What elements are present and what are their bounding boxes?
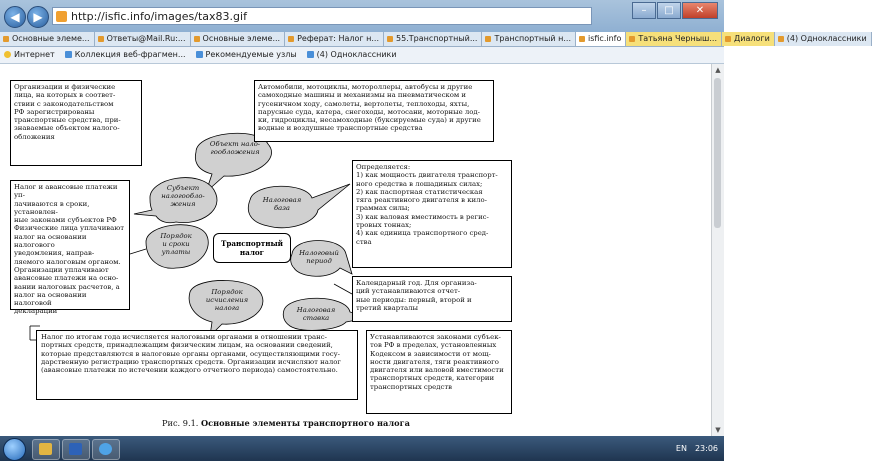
scroll-up-icon[interactable]: ▲ <box>715 66 721 74</box>
page-favicon-icon <box>56 11 67 22</box>
bubble-rate-label: Налоговая ставка <box>296 306 336 322</box>
taskbar-explorer-icon[interactable] <box>32 439 60 460</box>
vertical-scrollbar[interactable] <box>711 64 724 436</box>
scrollbar-thumb[interactable] <box>714 78 721 228</box>
windows-taskbar <box>0 436 724 461</box>
scroll-down-icon[interactable]: ▼ <box>715 426 721 434</box>
favorites-item[interactable]: (4) Одноклассники <box>303 47 403 63</box>
browser-tab[interactable]: Транспортный н... <box>482 32 576 46</box>
calc-description-box: Налог по итогам года исчисляется налоговыми органами в отношении транс- портных средств, принадлежащим физическим лицам, на основании сведений, которые представляются в налоговые органы органами, осуществляющими госу- дарственную регистрацию транспортных средств. Организации исчисляют налог (авансовые платежи по истечении каждого отчетного периода) самостоятельно. <box>36 330 358 400</box>
favorites-item[interactable]: Рекомендуемые узлы <box>192 47 303 63</box>
system-tray <box>676 436 718 461</box>
favorites-item[interactable]: Интернет <box>0 47 61 63</box>
maximize-icon[interactable]: □ <box>657 2 681 19</box>
favorites-bar <box>0 47 724 64</box>
browser-tab[interactable]: Основные элеме... <box>0 32 95 46</box>
forward-arrow-icon[interactable]: ▶ <box>27 6 49 28</box>
browser-tab[interactable]: Ответы@Mail.Ru:... <box>95 32 191 46</box>
caption-title: Основные элементы транспортного налога <box>200 418 410 428</box>
browser-tab[interactable]: (4) Одноклассники <box>775 32 872 46</box>
favorites-item[interactable]: Коллекция веб-фрагмен... <box>61 47 192 63</box>
bubble-base-label: Налоговая база <box>262 196 302 212</box>
period-description-box: Календарный год. Для организа- ций устанавливаются отчет- ные периоды: первый, второй и третий кварталы <box>352 276 512 322</box>
object-description-box: Автомобили, мотоциклы, мотороллеры, автобусы и другие самоходные машины и механизмы на пневматическом и гусеничном ходу, самолеты, вертолеты, теплоходы, яхты, парусные суда, катера, снегоходы, мотосани, моторные лод- ки, гидроциклы, несамоходные (буксируемые суда) и другие водные и воздушные транспортные средства <box>254 80 494 142</box>
browser-tab[interactable]: 55.Транспортный... <box>384 32 482 46</box>
back-arrow-icon[interactable]: ◀ <box>4 6 26 28</box>
window-controls <box>631 2 718 18</box>
clock[interactable]: 23:06 <box>694 444 718 453</box>
language-indicator[interactable]: EN <box>675 444 687 453</box>
bubble-period-label: Налоговый период <box>299 249 339 265</box>
diagram-center-node: Транспортный налог <box>213 233 291 263</box>
browser-tab[interactable]: Татьяна Черныш... <box>626 32 722 46</box>
subject-description-box: Организации и физические лица, на которых в соответ- ствии с законодательством РФ зарегистрированы транспортные средства, при- знаваемые объектом налого- обложения <box>10 80 142 166</box>
browser-title-bar <box>0 0 724 32</box>
browser-tab[interactable]: Реферат: Налог н... <box>285 32 384 46</box>
bubble-subject-label: Субъект налогообло- жения <box>161 184 205 208</box>
tab-strip <box>0 32 867 47</box>
order-description-box: Налог и авансовые платежи уп- лачиваются в сроки, установлен- ные законами субъектов РФ Физические лица уплачивают налог на основании налогового уведомления, направ- ляемого налоговым органом. Организации уплачивают авансовые платежи на осно- вании налоговых расчетов, а налог на основании налоговой декларации <box>10 180 130 310</box>
minimize-icon[interactable]: – <box>632 2 656 19</box>
address-text: http://isfic.info/images/tax83.gif <box>71 10 247 23</box>
start-button-icon[interactable] <box>3 438 26 461</box>
close-icon[interactable]: ✕ <box>682 2 718 19</box>
rate-description-box: Устанавливаются законами субъек- тов РФ в пределах, установленных Кодексом в зависимости от мощ- ности двигателя, тяги реактивного двигателя или валовой вместимости транспортных средств, категории транспортных средств <box>366 330 512 414</box>
bubble-object-label: Объект нало- гообложения <box>209 140 261 156</box>
figure-caption <box>162 418 410 428</box>
taskbar-word-icon[interactable] <box>62 439 90 460</box>
browser-tab[interactable]: isfic.info <box>576 32 626 46</box>
browser-tab[interactable]: Диалоги <box>722 32 775 46</box>
caption-number: Рис. 9.1. <box>162 418 201 428</box>
page-content <box>0 64 712 436</box>
base-description-box: Определяется: 1) как мощность двигателя транспорт- ного средства в лошадиных силах; 2) как паспортная статистическая тяга реактивного двигателя в кило- граммах силы; 3) как валовая вместимость в регис- тровых тоннах; 4) как единица транспортного сред- ства <box>352 160 512 268</box>
taskbar-ie-icon[interactable] <box>92 439 120 460</box>
bubble-order-label: Порядок и сроки уплаты <box>160 232 192 256</box>
bubble-calc-label: Порядок исчисления налога <box>205 288 249 312</box>
address-bar[interactable] <box>52 7 592 25</box>
browser-tab[interactable]: Основные элеме... <box>191 32 286 46</box>
